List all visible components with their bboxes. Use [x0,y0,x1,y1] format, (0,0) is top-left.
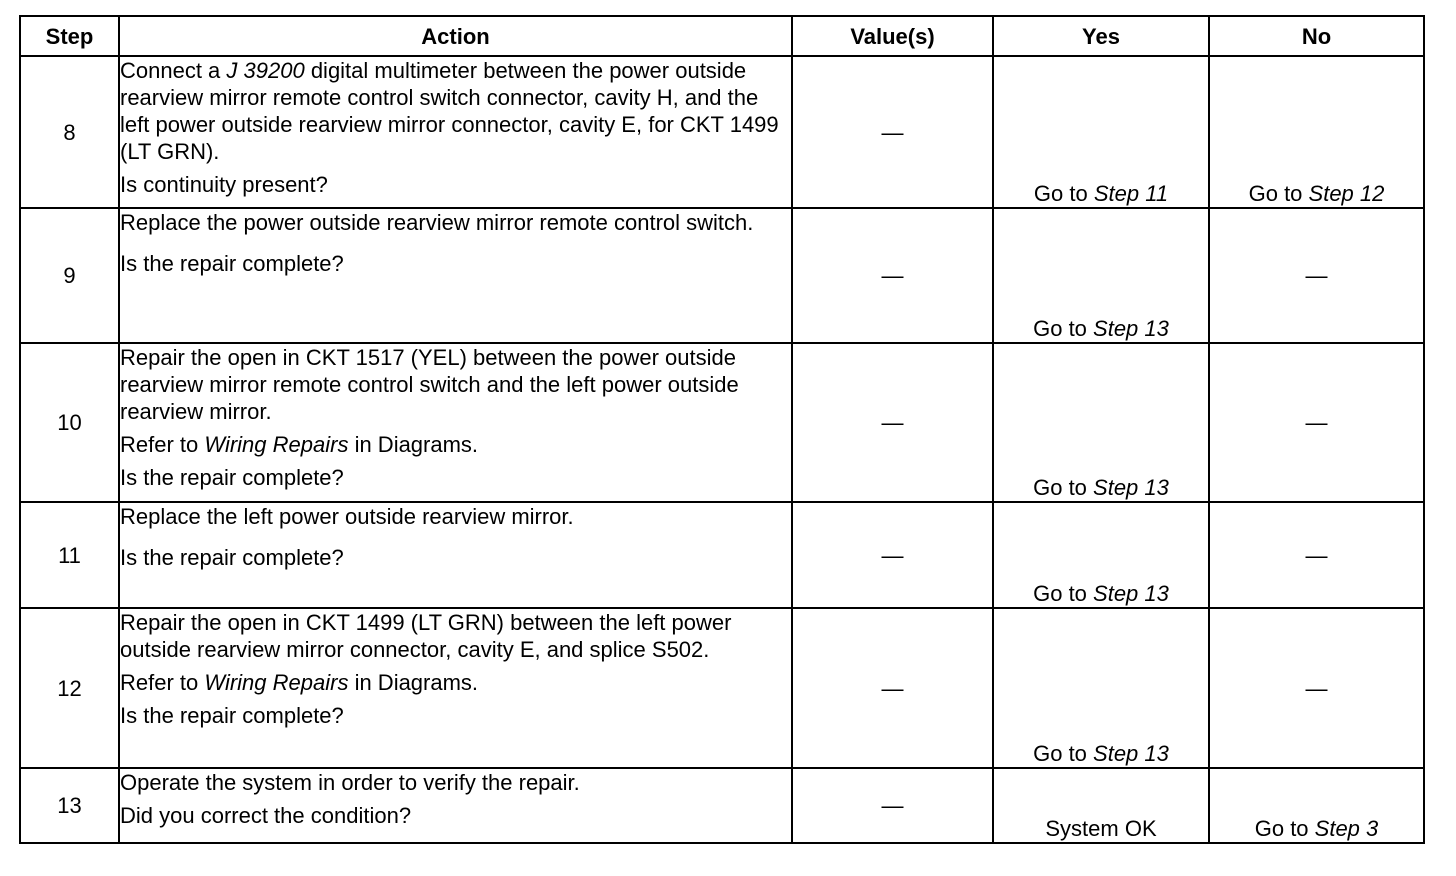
table-row [20,56,1424,208]
action-question: Is the repair complete? [120,465,344,490]
step-number: 13 [20,768,119,843]
action-instruction: Replace the power outside rearview mirror remote control switch. [120,210,754,235]
value-cell: — [792,768,993,843]
step-link[interactable]: Step 3 [1314,816,1379,841]
action-question: Is the repair complete? [120,545,344,570]
action-cell [119,56,792,208]
no-cell: — [1209,502,1424,608]
action-instruction: Replace the left power outside rearview mirror. [120,504,574,529]
step-link[interactable]: Step 13 [1093,581,1169,606]
table-row [20,502,1424,608]
header-row [20,16,1424,56]
step-link[interactable]: Step 13 [1093,741,1169,766]
wiring-repairs-reference: Wiring Repairs [204,432,349,457]
table-row [20,208,1424,343]
header-action: Action [119,16,792,56]
step-number: 8 [20,56,119,208]
action-cell [119,208,792,343]
action-cell [119,343,792,502]
yes-cell: Go to Step 13 [993,343,1209,502]
action-reference: Refer to Wiring Repairs in Diagrams. [120,432,479,457]
value-cell: — [792,608,993,768]
yes-cell: Go to Step 11 [993,56,1209,208]
value-cell: — [792,502,993,608]
tool-reference: J 39200 [226,58,305,83]
value-cell: — [792,56,993,208]
step-number: 9 [20,208,119,343]
action-cell [119,768,792,843]
action-question: Is the repair complete? [120,251,344,276]
action-question: Is continuity present? [120,172,328,197]
header-values: Value(s) [792,16,993,56]
action-cell [119,502,792,608]
header-step: Step [20,16,119,56]
header-no: No [1209,16,1424,56]
step-number: 12 [20,608,119,768]
value-cell: — [792,208,993,343]
action-cell [119,608,792,768]
no-cell: — [1209,208,1424,343]
step-number: 11 [20,502,119,608]
action-instruction: Repair the open in CKT 1499 (LT GRN) between the left power outside rearview mirror connector, cavity E, and splice S502. [120,610,732,662]
step-link[interactable]: Step 13 [1093,475,1169,500]
no-cell: Go to Step 12 [1209,56,1424,208]
value-cell: — [792,343,993,502]
no-cell: Go to Step 3 [1209,768,1424,843]
diagnostic-table [19,15,1425,844]
header-yes: Yes [993,16,1209,56]
table-row [20,768,1424,843]
action-instruction: Operate the system in order to verify the repair. [120,770,580,795]
step-number: 10 [20,343,119,502]
step-link[interactable]: Step 12 [1308,181,1385,206]
yes-cell: Go to Step 13 [993,208,1209,343]
no-cell: — [1209,343,1424,502]
yes-cell: Go to Step 13 [993,608,1209,768]
action-question: Is the repair complete? [120,703,344,728]
yes-cell: System OK [993,768,1209,843]
step-link[interactable]: Step 11 [1093,181,1169,206]
table-row [20,343,1424,502]
wiring-repairs-reference: Wiring Repairs [204,670,349,695]
action-instruction: Repair the open in CKT 1517 (YEL) between the power outside rearview mirror remote control switch and the left power outside rearview mirror. [120,345,739,424]
yes-cell: Go to Step 13 [993,502,1209,608]
table-row [20,608,1424,768]
step-link[interactable]: Step 13 [1093,316,1169,341]
action-reference: Refer to Wiring Repairs in Diagrams. [120,670,479,695]
action-question: Did you correct the condition? [120,803,412,828]
no-cell: — [1209,608,1424,768]
action-instruction: Connect a J 39200 digital multimeter between the power outside rearview mirror remote control switch connector, cavity H, and the left power outside rearview mirror connector, cavity E, for CKT 1499 (LT GRN). [120,58,779,164]
